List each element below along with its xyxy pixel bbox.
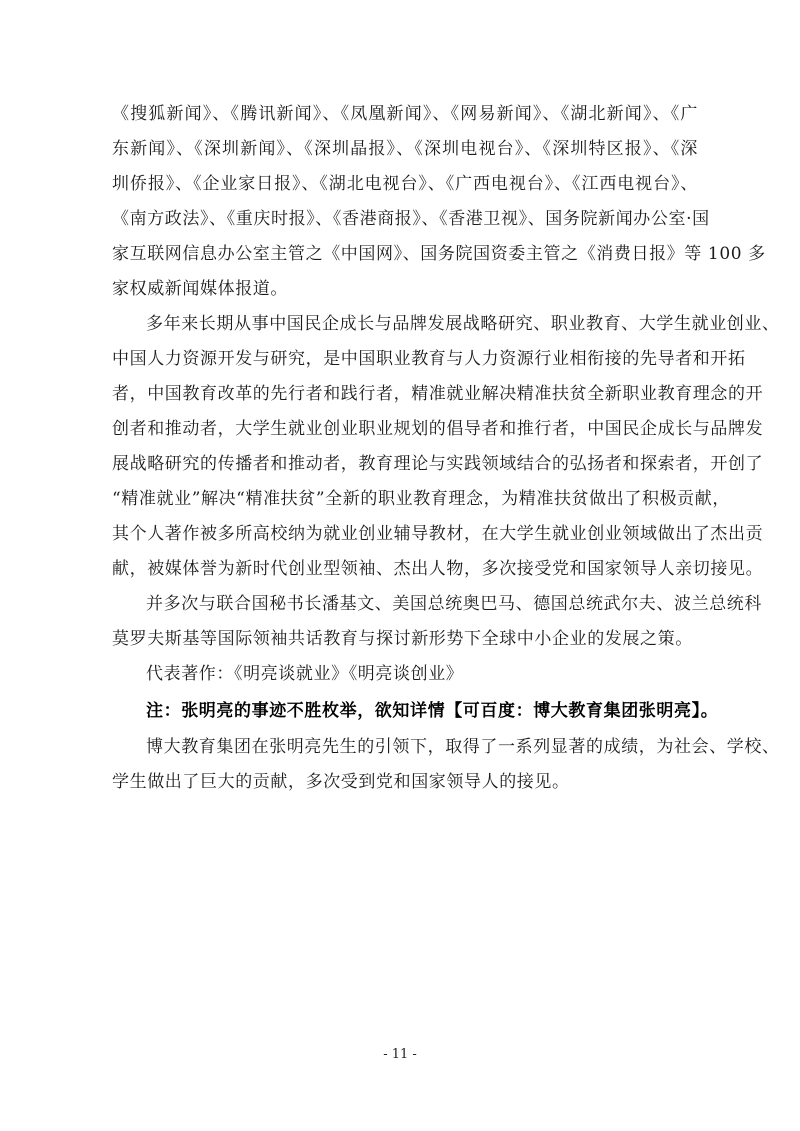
paragraph-line: 东新闻》、《深圳新闻》、《深圳晶报》、《深圳电视台》、《深圳特区报》、《深 [112, 139, 698, 159]
paragraph-line: 献，被媒体誉为新时代创业型领袖、杰出人物，多次接受党和国家领导人亲切接见。 [112, 559, 764, 579]
paragraph-line: 《搜狐新闻》、《腾讯新闻》、《凤凰新闻》、《网易新闻》、《湖北新闻》、《广 [112, 104, 698, 124]
paragraph-line: 中国人力资源开发与研究，是中国职业教育与人力资源行业相衔接的先导者和开拓 [112, 349, 746, 369]
paragraph-line: 学生做出了巨大的贡献，多次受到党和国家领导人的接见。 [112, 772, 570, 792]
paragraph-line: 家互联网信息办公室主管之《中国网》、国务院国资委主管之《消费日报》等 100 多 [112, 244, 766, 264]
paragraph-line: 多年来长期从事中国民企成长与品牌发展战略研究、职业教育、大学生就业创业、 [146, 314, 780, 334]
paragraph-line: 家权威新闻媒体报道。 [112, 279, 288, 299]
paragraph-line: 博大教育集团在张明亮先生的引领下，取得了一系列显著的成绩，为社会、学校、 [146, 737, 780, 757]
paragraph-line: 圳侨报》、《企业家日报》、《湖北电视台》、《广西电视台》、《江西电视台》、 [112, 174, 698, 194]
paragraph-line: 其个人著作被多所高校纳为就业创业辅导教材，在大学生就业创业领域做出了杰出贡 [112, 524, 764, 544]
paragraph-line: 创者和推动者，大学生就业创业职业规划的倡导者和推行者，中国民企成长与品牌发 [112, 419, 764, 439]
paragraph-line: “精准就业”解决“精准扶贫”全新的职业教育理念，为精准扶贫做出了积极贡献， [112, 489, 730, 509]
paragraph-line: 者，中国教育改革的先行者和践行者，精准就业解决精准扶贫全新职业教育理念的开 [112, 384, 764, 404]
note-text: 注：张明亮的事迹不胜枚举，欲知详情【可百度：博大教育集团张明亮】。 [146, 701, 719, 721]
representative-works: 代表著作：《明亮谈就业》《明亮谈创业》 [146, 664, 464, 684]
paragraph-line: 莫罗夫斯基等国际领袖共话教育与探讨新形势下全球中小企业的发展之策。 [112, 629, 693, 649]
paragraph-line: 并多次与联合国秘书长潘基文、美国总统奥巴马、德国总统武尔夫、波兰总统科 [146, 594, 762, 614]
page-number: - 11 - [383, 1047, 417, 1062]
paragraph-line: 《南方政法》、《重庆时报》、《香港商报》、《香港卫视》、国务院新闻办公室·国 [112, 209, 710, 229]
paragraph-line: 展战略研究的传播者和推动者，教育理论与实践领域结合的弘扬者和探索者，开创了 [112, 454, 764, 474]
